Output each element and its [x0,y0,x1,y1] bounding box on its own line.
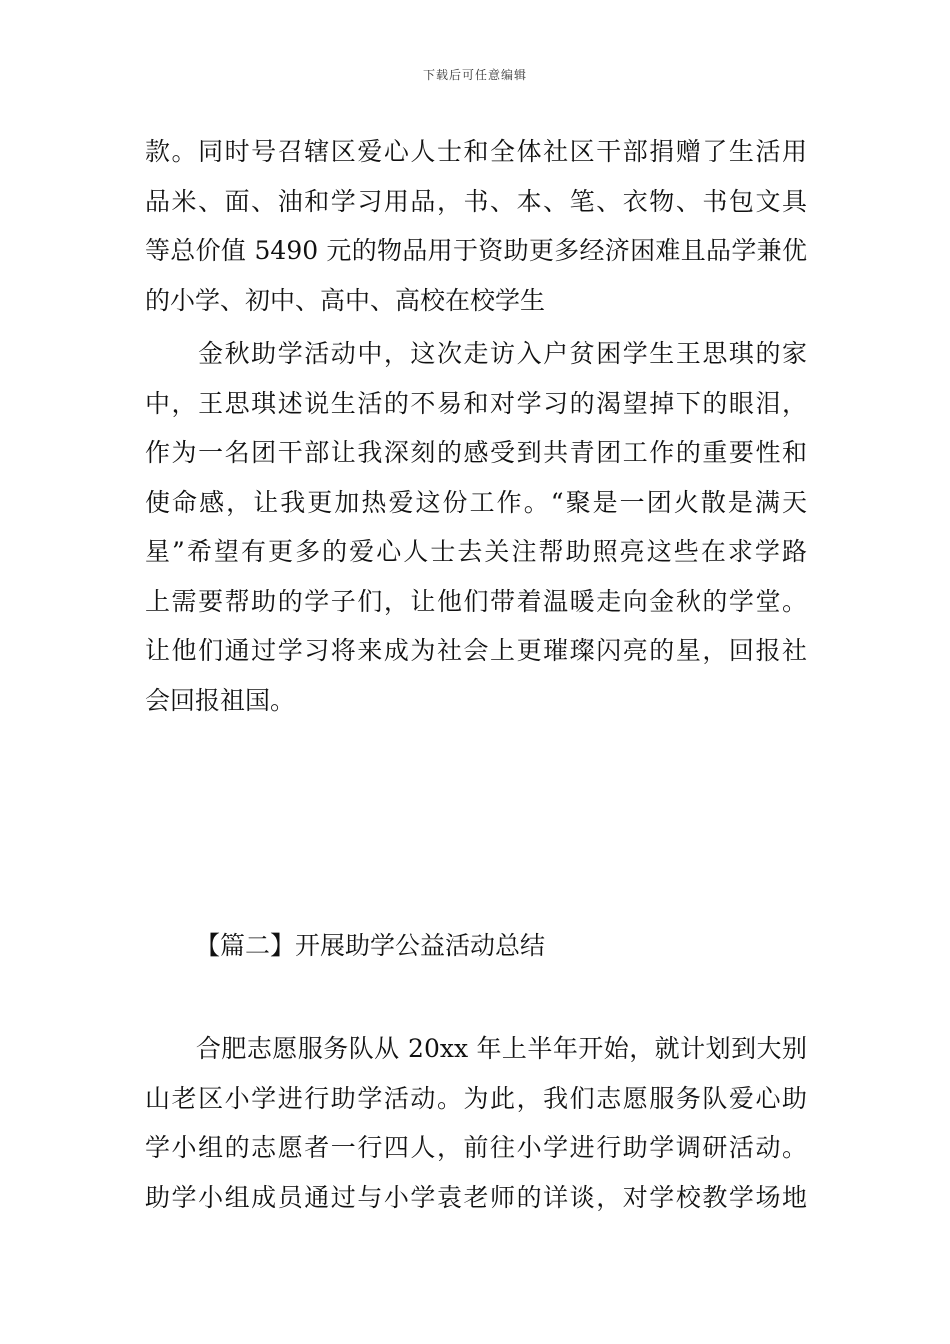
text-line: 星”希望有更多的爱心人士去关注帮助照亮这些在求学路 [145,537,807,566]
paragraph-donations [145,127,807,325]
section-heading: 【篇二】开展助学公益活动总结 [195,931,546,960]
text-line: 学小组的志愿者一行四人，前往小学进行助学调研活动。 [145,1133,807,1162]
text-line: 会回报祖国。 [145,685,296,715]
text-line: 品米、面、油和学习用品，书、本、笔、衣物、书包文具 [145,186,807,216]
text-line: 中，王思琪述说生活的不易和对学习的渴望掉下的眼泪， [145,388,807,418]
text-line: 金秋助学活动中，这次走访入户贫困学生王思琪的家 [145,339,807,368]
paragraph-hefei-volunteers [145,1024,807,1222]
paragraph-golden-autumn [145,329,807,725]
text-line: 助学小组成员通过与小学袁老师的详谈，对学校教学场地 [145,1182,807,1212]
text-line: 款。同时号召辖区爱心人士和全体社区干部捐赠了生活用 [145,137,807,166]
text-line: 的小学、初中、高中、高校在校学生 [145,285,546,315]
text-line: 合肥志愿服务队从 20xx 年上半年开始，就计划到大别 [145,1034,807,1063]
page-header-note: 下载后可任意编辑 [422,68,527,82]
text-line: 上需要帮助的学子们，让他们带着温暖走向金秋的学堂。 [145,586,807,616]
text-line: 让他们通过学习将来成为社会上更璀璨闪亮的星，回报社 [145,636,807,665]
text-line: 山老区小学进行助学活动。为此，我们志愿服务队爱心助 [145,1083,807,1113]
text-line: 等总价值 5490 元的物品用于资助更多经济困难且品学兼优 [145,236,807,265]
text-line: 使命感，让我更加热爱这份工作。“聚是一团火散是满天 [145,487,807,517]
text-line: 作为一名团干部让我深刻的感受到共青团工作的重要性和 [145,438,807,467]
